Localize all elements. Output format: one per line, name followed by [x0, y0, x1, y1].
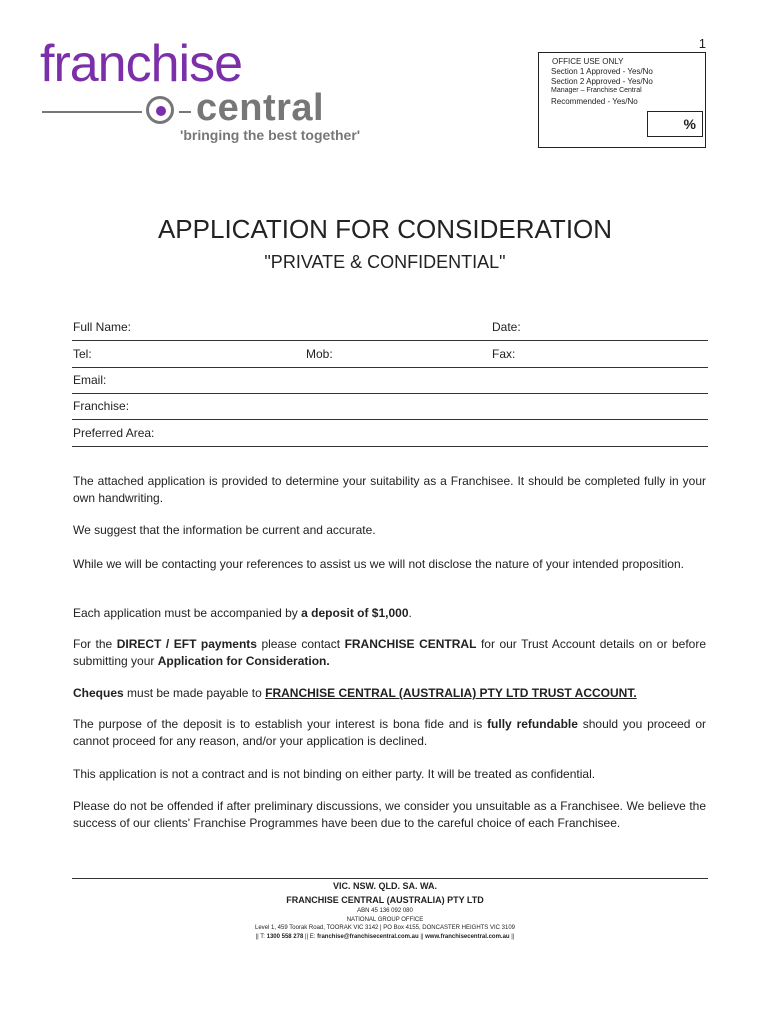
preferred-area-row[interactable]	[72, 420, 708, 447]
logo-tagline: 'bringing the best together'	[180, 127, 361, 143]
logo-word-central: central	[196, 87, 325, 129]
office-manager: Manager – Franchise Central	[551, 87, 642, 94]
mob-label: Mob:	[306, 347, 333, 361]
para-cheques	[73, 685, 706, 702]
office-use-box	[538, 52, 706, 148]
fully-refundable: fully refundable	[487, 717, 578, 731]
tel-label: Tel:	[73, 347, 92, 361]
logo-dash	[179, 111, 191, 113]
eft-company: FRANCHISE CENTRAL	[344, 637, 477, 651]
footer-website[interactable]: www.franchisecentral.com.au	[425, 934, 510, 940]
footer-address: Level 1, 459 Toorak Road, TOORAK VIC 3142 | PO Box 4155, DONCASTER HEIGHTS VIC 3109	[254, 925, 515, 931]
footer-office: NATIONAL GROUP OFFICE	[346, 917, 424, 923]
date-label: Date:	[492, 320, 521, 334]
phone-row[interactable]	[72, 341, 708, 368]
eft-payments: DIRECT / EFT payments	[116, 637, 257, 651]
para-eft-e: for our Trust Account details on or before submitting your	[73, 637, 706, 668]
full-name-row[interactable]	[72, 314, 708, 341]
office-use-heading: OFFICE USE ONLY	[552, 57, 624, 66]
footer-abn: ABN 45 136 092 080	[357, 908, 413, 914]
franchise-label: Franchise:	[73, 399, 130, 413]
para-eft-a: For the	[73, 637, 117, 651]
footer-contact-a: || T:	[255, 934, 267, 940]
office-section1: Section 1 Approved - Yes/No	[551, 67, 653, 76]
para-cheques-b: must be made payable to	[123, 686, 266, 700]
footer-contact	[0, 934, 770, 940]
eft-application: Application for Consideration.	[157, 654, 330, 668]
para-suitability: Please do not be offended if after preliminary discussions, we consider you unsuitable as a Franchisee. We believe the success of our clients' Franchise Programmes have been due to the careful choice of each Franchisee.	[73, 799, 706, 830]
trust-account-name: FRANCHISE CENTRAL (AUSTRALIA) PTY LTD TRUST ACCOUNT.	[265, 686, 637, 700]
logo-target-icon	[146, 96, 174, 124]
franchise-row[interactable]	[72, 393, 708, 420]
fax-label: Fax:	[492, 347, 516, 361]
para-deposit	[73, 605, 706, 622]
logo-word-franchise: franchise	[40, 35, 242, 93]
footer-contact-b: || E:	[303, 934, 318, 940]
para-eft-c: please contact	[256, 637, 345, 651]
office-recommended: Recommended - Yes/No	[551, 97, 638, 106]
para-refund-a: The purpose of the deposit is to establish your interest is bona fide and is	[73, 717, 488, 731]
footer-contact-c: ||	[418, 934, 426, 940]
cheques-word: Cheques	[73, 686, 124, 700]
footer-phone: 1300 558 278	[266, 934, 304, 940]
footer-company: FRANCHISE CENTRAL (AUSTRALIA) PTY LTD	[286, 895, 484, 905]
para-not-contract: This application is not a contract and is not binding on either party. It will be treated as confidential.	[73, 767, 596, 781]
footer-states: VIC. NSW. QLD. SA. WA.	[332, 881, 437, 891]
page-number: 1	[698, 36, 706, 51]
email-row[interactable]	[72, 367, 708, 394]
footer-contact-d: ||	[509, 934, 515, 940]
para-eft	[73, 636, 706, 670]
para-purpose: The attached application is provided to determine your suitability as a Franchisee. It should be completed fully in your own handwriting.	[73, 474, 706, 505]
para-refund-c: should you proceed or cannot proceed for any reason, and/or your application is declined.	[73, 717, 706, 748]
deposit-amount: a deposit of $1,000	[301, 606, 409, 620]
footer-divider	[72, 878, 708, 879]
franchise-central-logo	[40, 36, 370, 151]
page-title: APPLICATION FOR CONSIDERATION	[157, 214, 613, 244]
para-references: While we will be contacting your references to assist us we will not disclose the nature of your intended proposition.	[73, 557, 684, 571]
para-accuracy: We suggest that the information be current and accurate.	[73, 523, 376, 537]
office-section2: Section 2 Approved - Yes/No	[551, 77, 653, 86]
para-deposit-c: .	[408, 606, 412, 620]
para-deposit-a: Each application must be accompanied by	[73, 606, 302, 620]
percent-field[interactable]: %	[647, 111, 703, 137]
footer-email[interactable]: franchise@franchisecentral.com.au	[317, 934, 419, 940]
logo-rule	[42, 111, 142, 113]
page-subtitle: "PRIVATE & CONFIDENTIAL"	[264, 252, 506, 272]
para-refundable	[73, 716, 706, 750]
email-label: Email:	[73, 373, 107, 387]
full-name-label: Full Name:	[73, 320, 132, 334]
preferred-area-label: Preferred Area:	[73, 426, 155, 440]
